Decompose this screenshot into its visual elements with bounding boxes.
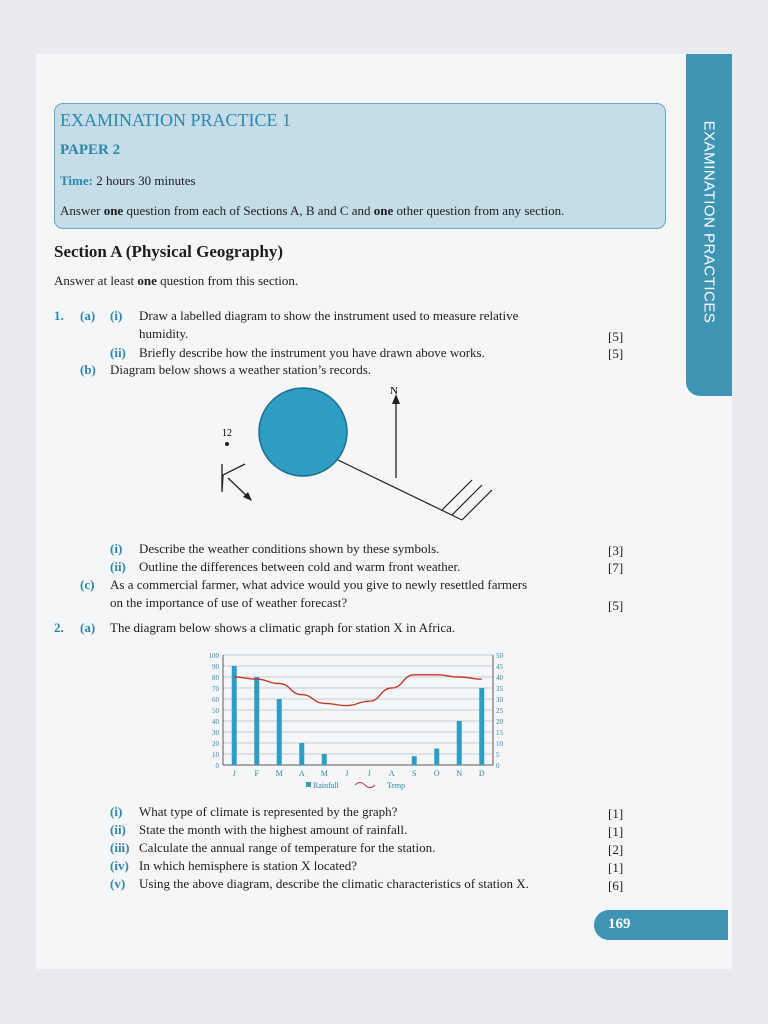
rainfall-bar — [322, 754, 327, 765]
y-right-tick-label: 25 — [496, 707, 503, 715]
q2iv-text: In which hemisphere is station X located? — [139, 858, 358, 873]
x-tick-label: M — [320, 769, 328, 778]
q1c-text-2: on the importance of use of weather forecast? — [110, 595, 348, 610]
y-right-tick-label: 5 — [496, 751, 500, 759]
x-tick-label: J — [345, 769, 349, 778]
x-tick-label: A — [298, 769, 305, 778]
q2v-label: (v) — [110, 876, 126, 891]
q1c-label: (c) — [80, 577, 95, 592]
instr-part: Answer — [60, 203, 104, 218]
rainfall-bar — [457, 721, 462, 765]
x-tick-label: O — [433, 769, 440, 778]
q1bii-marks: [7] — [608, 560, 624, 575]
wind-barb-1 — [462, 490, 492, 520]
q1aii-label: (ii) — [110, 345, 126, 360]
q1b-label: (b) — [80, 362, 96, 377]
wind-barb-3 — [442, 480, 472, 510]
x-tick-label: A — [388, 769, 395, 778]
q2ii-marks: [1] — [608, 824, 624, 839]
time-line — [60, 173, 196, 189]
side-tab-label: EXAMINATION PRACTICES — [700, 120, 718, 324]
q2i-label: (i) — [110, 804, 123, 819]
y-left-tick-label: 90 — [212, 663, 219, 671]
q1ai-marks: [5] — [608, 329, 624, 344]
page-number: 169 — [608, 916, 631, 932]
section-a-instructions — [54, 273, 298, 289]
section-a-title: Section A (Physical Geography) — [54, 242, 284, 261]
wind-barb-2 — [452, 485, 482, 515]
y-left-tick-label: 60 — [212, 696, 219, 704]
front-symbol — [222, 464, 245, 492]
x-tick-label: J — [232, 769, 236, 778]
q1ai-text-2: humidity. — [139, 326, 189, 341]
instr-bold: one — [373, 203, 394, 218]
north-label: N — [390, 385, 398, 397]
y-left-tick-label: 100 — [208, 652, 219, 660]
wind-shaft — [338, 460, 462, 520]
station-circle — [259, 388, 347, 476]
paper-label: PAPER 2 — [60, 142, 121, 158]
instr-part: other question from any section. — [393, 203, 565, 218]
side-tab — [686, 54, 732, 396]
y-right-tick-label: 0 — [496, 762, 500, 770]
y-left-tick-label: 30 — [212, 729, 219, 737]
q2iii-label: (iii) — [110, 840, 130, 855]
y-right-tick-label: 20 — [496, 718, 503, 726]
legend-rainfall-swatch — [306, 782, 311, 787]
q1bi-text: Describe the weather conditions shown by these symbols. — [139, 541, 440, 556]
rainfall-bar — [254, 677, 259, 765]
q1bi-marks: [3] — [608, 543, 624, 558]
rainfall-bar — [412, 756, 417, 765]
q1aii-marks: [5] — [608, 346, 624, 361]
time-label: Time: — [60, 173, 93, 188]
x-tick-label: F — [254, 769, 259, 778]
q2-number: 2. — [54, 620, 64, 635]
rainfall-bar — [277, 699, 282, 765]
instr-part: Answer at least — [54, 273, 138, 288]
q2v-text: Using the above diagram, describe the climatic characteristics of station X. — [139, 876, 529, 891]
q1bi-label: (i) — [110, 541, 123, 556]
q1c-text: As a commercial farmer, what advice would you give to newly resettled farmers — [110, 577, 528, 592]
time-value: 2 hours 30 minutes — [96, 173, 196, 188]
rainfall-bar — [232, 666, 237, 765]
x-tick-label: S — [412, 769, 417, 778]
y-right-tick-label: 10 — [496, 740, 503, 748]
y-right-tick-label: 40 — [496, 674, 503, 682]
q1b-text: Diagram below shows a weather station’s records. — [110, 362, 372, 377]
front-arrow-shaft — [228, 478, 248, 497]
q2i-text: What type of climate is represented by the graph? — [139, 804, 398, 819]
y-left-tick-label: 20 — [212, 740, 219, 748]
q1-number: 1. — [54, 308, 64, 323]
q2a-text: The diagram below shows a climatic graph for station X in Africa. — [110, 620, 456, 635]
q2iii-text: Calculate the annual range of temperature for the station. — [139, 840, 436, 855]
q2v-marks: [6] — [608, 878, 624, 893]
instr-part: question from this section. — [156, 273, 299, 288]
y-left-tick-label: 50 — [212, 707, 219, 715]
temperature-label: 12 — [222, 428, 232, 439]
x-tick-label: J — [367, 769, 371, 778]
page-number-tab — [594, 910, 728, 940]
y-left-tick-label: 40 — [212, 718, 219, 726]
y-right-tick-label: 50 — [496, 652, 503, 660]
q1ai-label: (i) — [110, 308, 123, 323]
q2ii-label: (ii) — [110, 822, 126, 837]
x-tick-label: N — [456, 769, 463, 778]
weather-station-diagram — [200, 380, 510, 540]
y-left-tick-label: 10 — [212, 751, 219, 759]
q2iv-marks: [1] — [608, 860, 624, 875]
q2iii-marks: [2] — [608, 842, 624, 857]
q1bii-label: (ii) — [110, 559, 126, 574]
y-right-tick-label: 30 — [496, 696, 503, 704]
q1c-marks: [5] — [608, 598, 624, 613]
q1a-label: (a) — [80, 308, 96, 323]
q1ai-text: Draw a labelled diagram to show the instrument used to measure relative — [139, 308, 519, 323]
y-left-tick-label: 70 — [212, 685, 219, 693]
rainfall-bar — [479, 688, 484, 765]
x-tick-label: D — [478, 769, 485, 778]
q2a-label: (a) — [80, 620, 96, 635]
climate-graph — [195, 643, 525, 798]
q2i-marks: [1] — [608, 806, 624, 821]
q1bii-text: Outline the differences between cold and warm front weather. — [139, 559, 461, 574]
exam-instructions — [60, 203, 564, 219]
q2iv-label: (iv) — [110, 858, 129, 873]
y-right-tick-label: 35 — [496, 685, 503, 693]
exam-title: EXAMINATION PRACTICE 1 — [60, 110, 291, 130]
y-left-tick-label: 0 — [215, 762, 219, 770]
instr-bold: one — [103, 203, 124, 218]
rainfall-bar — [434, 749, 439, 766]
instr-bold: one — [137, 273, 157, 288]
x-tick-label: M — [275, 769, 283, 778]
y-left-tick-label: 80 — [212, 674, 219, 682]
legend-rainfall-label: Rainfall — [313, 781, 339, 790]
y-right-tick-label: 15 — [496, 729, 503, 737]
legend-temp-label: Temp — [387, 781, 406, 790]
q2ii-text: State the month with the highest amount of rainfall. — [139, 822, 408, 837]
instr-part: question from each of Sections A, B and C and — [123, 203, 374, 218]
cloud-cover-dot — [225, 442, 229, 446]
y-right-tick-label: 45 — [496, 663, 503, 671]
q1aii-text: Briefly describe how the instrument you have drawn above works. — [139, 345, 485, 360]
rainfall-bar — [299, 743, 304, 765]
